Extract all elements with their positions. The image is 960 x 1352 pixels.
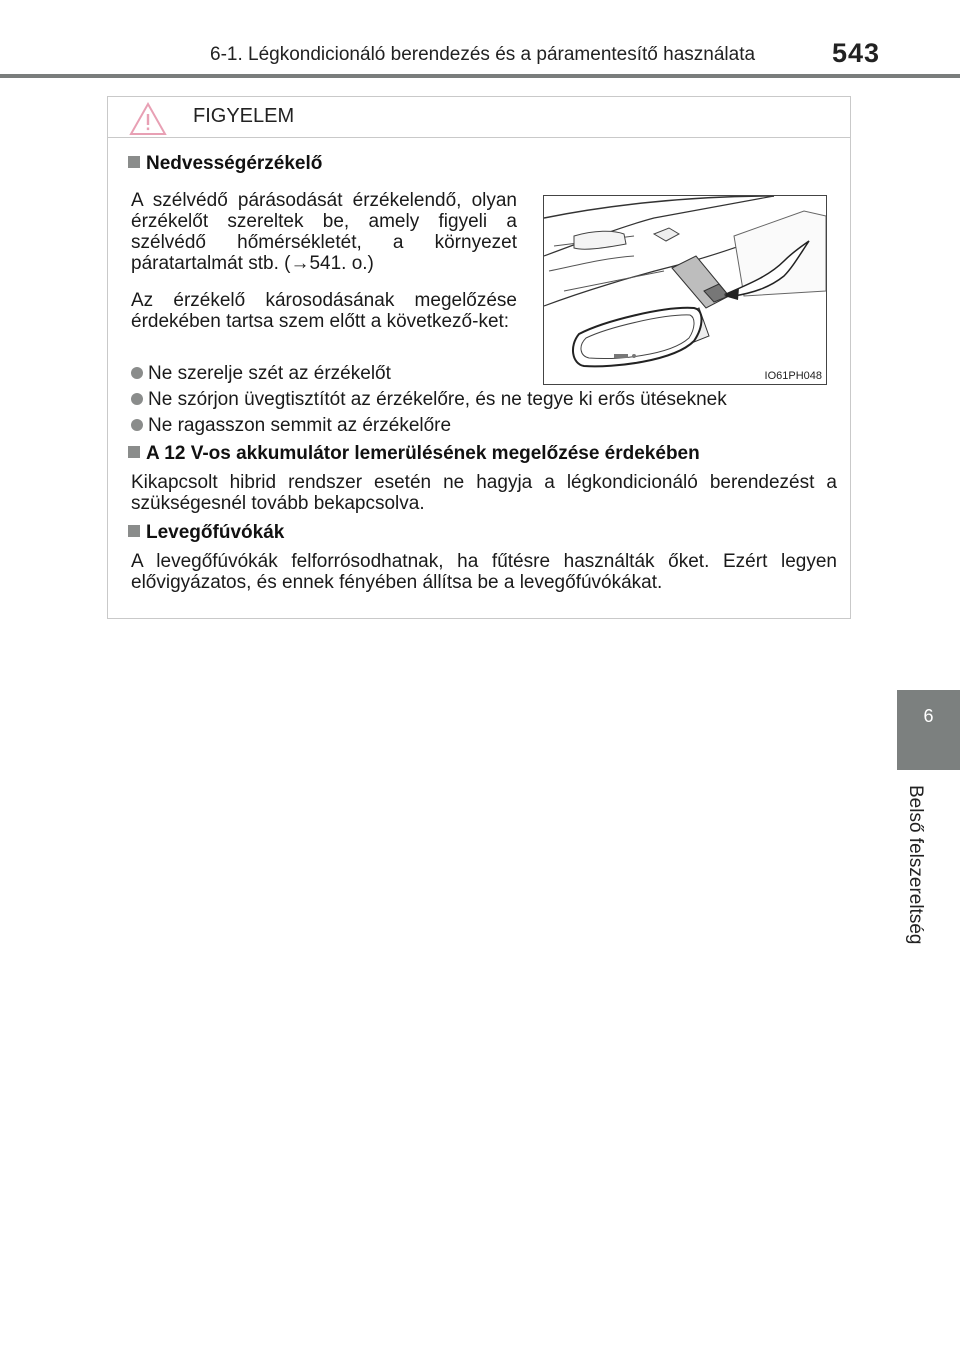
header-divider [0,74,960,78]
page-number: 543 [831,38,880,68]
header-title: 6-1. Légkondicionáló berendezés és a páramentesítő használata [210,44,756,65]
figure-code: IO61PH048 [764,370,822,382]
paragraph: A szélvédő párásodását érzékelendő, olyan érzékelőt szereltek be, amely figyeli a szélvédő hőmérsékletét, a környezet páratartalmát stb. (→541. o.) [131,190,517,274]
round-bullet-icon [131,367,143,379]
square-bullet-icon [128,525,140,537]
humidity-sensor-figure [543,195,827,385]
paragraph: Kikapcsolt hibrid rendszer esetén ne hagyja a légkondicionáló berendezést a szükségesnél tovább bekapcsolva. [131,472,837,514]
list-item: Ne szerelje szét az érzékelőt [131,363,391,384]
round-bullet-icon [131,419,143,431]
paragraph: Az érzékelő károsodásának megelőzése érdekében tartsa szem előtt a következő-ket: [131,290,517,332]
chapter-tab [897,690,960,770]
list-item: Ne ragasszon semmit az érzékelőre [131,415,451,436]
section-title-air-vents: Levegőfúvókák [128,522,284,544]
square-bullet-icon [128,446,140,458]
list-item: Ne szórjon üvegtisztítót az érzékelőre, és ne tegye ki erős ütéseknek [131,389,727,410]
round-bullet-icon [131,393,143,405]
warning-label: FIGYELEM [193,105,295,127]
humidity-sensor-illustration [544,196,826,384]
chapter-label-container [900,785,930,975]
section-title-humidity-sensor: Nedvességérzékelő [128,153,322,175]
square-bullet-icon [128,156,140,168]
paragraph: A levegőfúvókák felforrósodhatnak, ha fűtésre használták őket. Ezért legyen elővigyázatos, és ennek fényében állítsa be a levegőfúvókákat. [131,551,837,593]
chapter-number: 6 [923,706,934,726]
section-title-battery: A 12 V-os akkumulátor lemerülésének megelőzése érdekében [128,443,700,465]
chapter-label: Belső felszereltség [905,785,926,945]
warning-triangle-icon [128,101,168,137]
warning-header [108,97,850,138]
